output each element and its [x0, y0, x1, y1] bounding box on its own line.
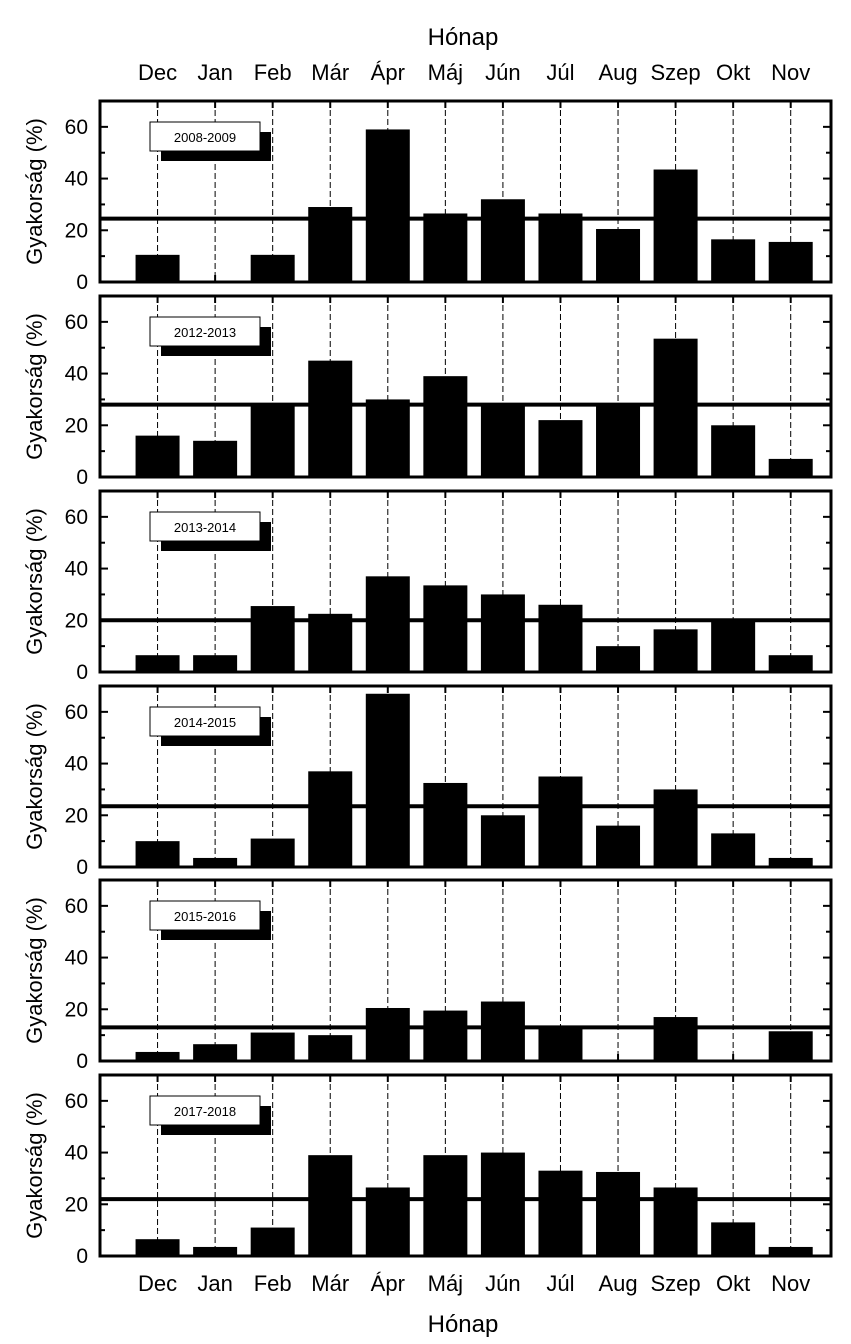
bar-Jún — [481, 1153, 525, 1256]
chart-panel — [22, 880, 831, 1073]
legend-label: 2017-2018 — [173, 1104, 237, 1119]
bar-Júl — [538, 605, 582, 672]
y-tick-label: 20 — [64, 804, 88, 828]
top-month-label: Jan — [197, 60, 233, 85]
y-axis-label: Gyakorság (%) — [22, 703, 47, 850]
y-tick-label: 20 — [64, 1193, 88, 1217]
bar-Szep — [654, 170, 698, 282]
x-axis-title-top: Hónap — [427, 24, 499, 51]
top-month-label: Jún — [485, 60, 521, 85]
bar-Szep — [654, 339, 698, 477]
bar-Júl — [538, 777, 582, 868]
top-month-label: Már — [311, 60, 350, 85]
y-tick-label: 0 — [76, 466, 88, 489]
y-tick-label: 0 — [76, 271, 88, 294]
chart-panel — [22, 1075, 831, 1268]
bar-Jún — [481, 405, 525, 477]
y-tick-label: 40 — [64, 167, 88, 191]
bar-Ápr — [366, 694, 410, 867]
y-tick-label: 60 — [64, 700, 88, 724]
top-month-label: Dec — [137, 60, 178, 85]
bar-Júl — [538, 1171, 582, 1256]
chart-panel — [22, 296, 831, 489]
bar-Okt — [711, 425, 755, 477]
bar-Ápr — [366, 576, 410, 672]
bar-Júl — [538, 420, 582, 477]
top-month-label: Júl — [546, 60, 575, 85]
bar-Jún — [481, 199, 525, 282]
bar-Máj — [423, 585, 467, 672]
bar-Feb — [251, 405, 295, 477]
y-tick-label: 40 — [64, 1141, 88, 1165]
legend-label: 2008-2009 — [173, 130, 237, 145]
y-tick-label: 60 — [64, 115, 88, 139]
top-month-label: Aug — [598, 60, 638, 85]
bar-Okt — [711, 620, 755, 672]
bar-Ápr — [366, 399, 410, 477]
bottom-month-label: Jún — [485, 1271, 521, 1296]
bar-Már — [308, 614, 352, 672]
bar-Már — [308, 1155, 352, 1256]
bar-Máj — [423, 1155, 467, 1256]
y-axis-label: Gyakorság (%) — [22, 118, 47, 265]
bottom-month-label: Feb — [253, 1271, 292, 1296]
chart-panels — [22, 101, 831, 1268]
top-month-label: Okt — [716, 60, 751, 85]
bar-Máj — [423, 783, 467, 867]
y-axis-label: Gyakorság (%) — [22, 1092, 47, 1239]
bottom-month-label: Szep — [650, 1271, 701, 1296]
y-tick-label: 60 — [64, 505, 88, 529]
bottom-month-label: Már — [311, 1271, 350, 1296]
bar-Júl — [538, 213, 582, 282]
y-tick-label: 0 — [76, 856, 88, 879]
y-tick-label: 60 — [64, 310, 88, 334]
bottom-month-label: Nov — [771, 1271, 811, 1296]
y-tick-label: 0 — [76, 1245, 88, 1268]
bar-Aug — [596, 229, 640, 282]
bar-Máj — [423, 213, 467, 282]
legend-label: 2014-2015 — [173, 715, 237, 730]
bar-Aug — [596, 405, 640, 477]
y-tick-label: 40 — [64, 557, 88, 581]
bar-Szep — [654, 789, 698, 867]
y-tick-label: 0 — [76, 661, 88, 684]
y-tick-label: 40 — [64, 752, 88, 776]
top-month-label: Máj — [427, 60, 464, 85]
top-month-label: Ápr — [370, 60, 405, 85]
chart-panel — [22, 686, 831, 879]
y-axis-label: Gyakorság (%) — [22, 897, 47, 1044]
legend-label: 2015-2016 — [173, 909, 237, 924]
bar-Máj — [423, 376, 467, 477]
bar-Jún — [481, 594, 525, 672]
top-month-label: Nov — [771, 60, 811, 85]
top-month-label: Szep — [650, 60, 701, 85]
y-tick-label: 60 — [64, 1089, 88, 1113]
bottom-month-label: Máj — [427, 1271, 464, 1296]
y-tick-label: 40 — [64, 362, 88, 386]
bar-Ápr — [366, 129, 410, 282]
bar-Jún — [481, 815, 525, 867]
chart-panel — [22, 101, 831, 294]
bar-Feb — [251, 606, 295, 672]
bottom-month-label: Okt — [716, 1271, 751, 1296]
y-tick-label: 0 — [76, 1050, 88, 1073]
x-axis-title-bottom: Hónap — [427, 1311, 499, 1338]
bottom-month-labels — [138, 1271, 810, 1296]
y-tick-label: 20 — [64, 219, 88, 243]
top-month-labels — [138, 60, 810, 85]
bar-Máj — [423, 1011, 467, 1061]
bar-Aug — [596, 1172, 640, 1256]
y-tick-label: 40 — [64, 946, 88, 970]
legend-label: 2013-2014 — [173, 520, 237, 535]
y-tick-label: 20 — [64, 414, 88, 438]
bar-Már — [308, 361, 352, 477]
y-tick-label: 20 — [64, 609, 88, 633]
legend-label: 2012-2013 — [173, 325, 237, 340]
bottom-month-label: Júl — [546, 1271, 575, 1296]
bottom-month-label: Aug — [598, 1271, 638, 1296]
y-tick-label: 60 — [64, 894, 88, 918]
bottom-month-label: Dec — [137, 1271, 178, 1296]
bar-Jún — [481, 1002, 525, 1061]
y-tick-label: 20 — [64, 998, 88, 1022]
bottom-month-label: Ápr — [370, 1271, 405, 1296]
bottom-month-label: Jan — [197, 1271, 233, 1296]
chart-panel — [22, 491, 831, 684]
top-month-label: Feb — [253, 60, 292, 85]
y-axis-label: Gyakorság (%) — [22, 508, 47, 655]
y-axis-label: Gyakorság (%) — [22, 313, 47, 460]
bar-Ápr — [366, 1008, 410, 1061]
bar-Már — [308, 771, 352, 867]
